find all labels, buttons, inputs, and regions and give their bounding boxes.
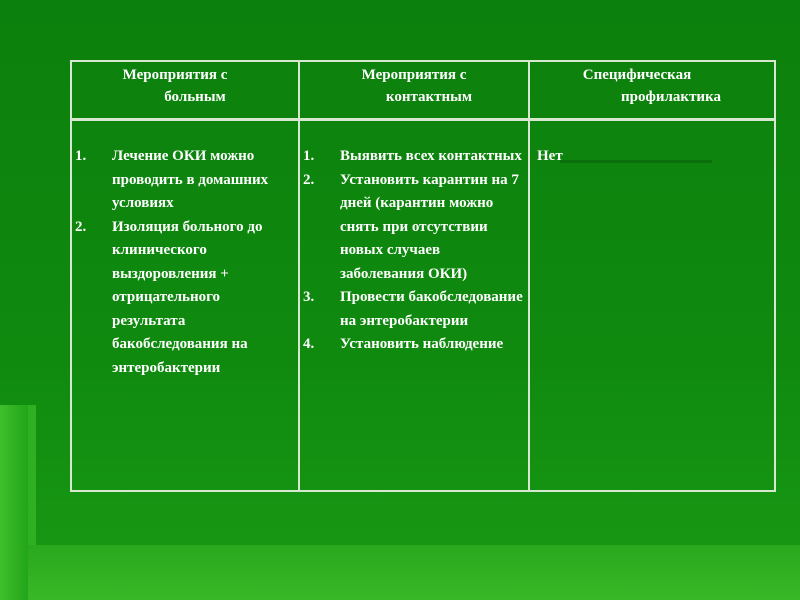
list-item	[303, 333, 525, 357]
header-cell-patient	[90, 64, 290, 116]
list-text: Установить наблюдение	[340, 336, 504, 352]
decorative-bar-bottom	[28, 545, 800, 600]
contact-measures-cell	[303, 145, 525, 357]
list-text: Провести бакобследование на энтеробактерии	[340, 289, 523, 329]
column-divider-2	[528, 60, 530, 492]
header-line: Специфическая	[582, 67, 692, 83]
header-line: Мероприятия с	[122, 67, 228, 83]
list-item	[303, 286, 525, 333]
list-number: 4.	[303, 336, 315, 352]
list-item	[75, 216, 297, 381]
prophylaxis-cell	[537, 145, 767, 169]
column-divider-1	[298, 60, 300, 492]
header-line: Мероприятия с	[361, 67, 467, 83]
list-number: 3.	[303, 289, 315, 305]
patient-measures-list	[75, 145, 297, 380]
header-cell-prophylaxis	[530, 64, 774, 116]
list-item	[75, 145, 297, 216]
header-divider	[70, 118, 776, 121]
list-number: 1.	[75, 148, 87, 164]
list-text: Установить карантин на 7 дней (карантин можно снять при отсутствии новых случаев заболевания ОКИ)	[340, 171, 519, 282]
header-line: больным	[164, 89, 226, 105]
patient-measures-cell	[75, 145, 297, 380]
header-line: контактным	[385, 89, 473, 105]
list-number: 1.	[303, 148, 315, 164]
prophylaxis-text: Нет	[537, 148, 563, 164]
list-item	[303, 145, 525, 169]
list-item	[303, 169, 525, 287]
header-cell-contacts	[300, 64, 528, 116]
decorative-bar-left	[0, 405, 28, 600]
header-line: профилактика	[621, 89, 721, 105]
contact-measures-list	[303, 145, 525, 357]
list-text: Выявить всех контактных	[340, 148, 522, 164]
list-number: 2.	[303, 171, 315, 188]
list-number: 2.	[75, 218, 87, 235]
list-text: Изоляция больного до клинического выздоровления + отрицательного результата бакобследования на энтеробактерии	[112, 218, 263, 376]
decorative-stripe	[28, 405, 36, 545]
list-text: Лечение ОКИ можно проводить в домашних условиях	[112, 148, 269, 211]
